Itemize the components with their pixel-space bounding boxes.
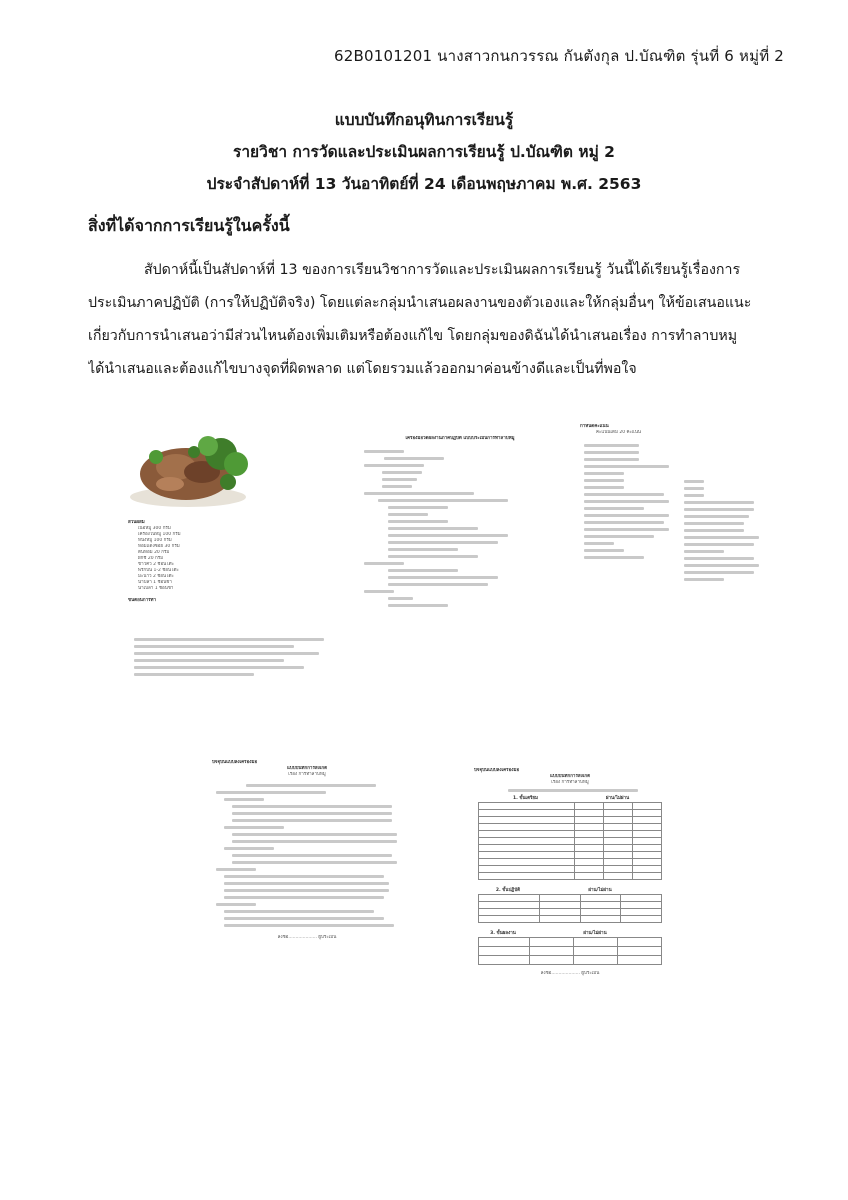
table-heading: 2. ขั้นปฏิบัติ (495, 888, 521, 893)
evaluation-tool-thumbnail (358, 436, 562, 684)
table-heading: ผ่าน/ไม่ผ่าน (583, 931, 607, 936)
table-heading: ผ่าน/ไม่ผ่าน (588, 888, 612, 893)
larb-moo-photo (126, 412, 266, 512)
ingredient-item: หอมแดงซอย 30 กรัม (138, 544, 180, 549)
ingredient-item: น้ำปลา 1 ช้อนชา (138, 580, 172, 585)
ingredients-title: ส่วนผสม (128, 520, 145, 525)
table-heading: 3. ขั้นผลงาน (490, 931, 516, 936)
thumb-title: แบบบันทึกการสังเกต (549, 774, 591, 779)
paragraph-line: ได้นำเสนอและต้องแก้ไขบางจุดที่ผิดพลาด แต่โดยรวมแล้วออกมาค่อนข้างดีและเป็นที่พอใจ (88, 361, 637, 377)
thumb-title: แบบบันทึกการสังเกต (286, 766, 328, 771)
thumb-subtitle: คะแนนเต็ม 20 คะแนน (596, 430, 641, 435)
criteria-placeholder (580, 436, 770, 585)
steps-placeholder (134, 634, 334, 680)
product-table (478, 937, 662, 965)
section-heading: สิ่งที่ได้จากการเรียนรู้ในครั้งนี้ (88, 216, 290, 235)
learning-paragraph (88, 254, 768, 386)
observation-table-thumbnail (474, 768, 666, 1036)
steps-title: ขั้นตอนการทำ (128, 598, 157, 603)
ingredient-item: ต้นหอม 20 กรัม (138, 550, 170, 555)
thumb-title: เครื่องมือวัดผลงานภาคปฏิบัติ แบบประเมินการทำลาบหมู (405, 436, 515, 441)
ingredient-item: ข้าวคั่ว 2 ช้อนโต๊ะ (138, 562, 174, 567)
signature-line: ลงชื่อ.................... ผู้ประเมิน (277, 935, 337, 940)
ingredient-item: เนื้อหมู 300 กรัม (138, 526, 171, 531)
title-line-3: ประจำสัปดาห์ที่ 13 วันอาทิตย์ที่ 24 เดือนพฤษภาคม พ.ศ. 2563 (206, 175, 642, 193)
paragraph-line: สัปดาห์นี้เป็นสัปดาห์ที่ 13 ของการเรียนวิชาการวัดและประเมินผลการเรียนรู้ วันนี้ได้เรียนรู้เรื่องการ (144, 262, 741, 278)
title-line-2: รายวิชา การวัดและประเมินผลการเรียนรู้ ป.บัณฑิต หมู่ 2 (233, 143, 615, 161)
observation-form-thumbnail (212, 760, 402, 1040)
ingredient-item: ผักชี 20 กรัม (138, 556, 164, 561)
table-heading: ผ่าน/ไม่ผ่าน (605, 796, 630, 801)
signature-line: ลงชื่อ.................... ผู้ประเมิน (540, 971, 600, 976)
title-line-1: แบบบันทึกอนุทินการเรียนรู้ (334, 111, 514, 129)
student-info-header: 62B0101201 นางสาวกนกวรรณ กันตังกุล ป.บัณฑิต รุ่นที่ 6 หมู่ที่ 2 (334, 47, 784, 65)
paragraph-line: ประเมินภาคปฏิบัติ (การให้ปฏิบัติจริง) โดยแต่ละกลุ่มนำเสนอผลงานของตัวเองและให้กลุ่มอื่นๆ ให้ข้อเสนอแนะ (88, 295, 752, 311)
thumb-subtitle: เรื่อง การทำลาบหมู (288, 772, 326, 777)
table-heading: 1. ขั้นเตรียม (512, 796, 539, 801)
ingredient-item: เครื่องในหมู 100 กรัม (138, 532, 181, 537)
paragraph-line: เกี่ยวกับการนำเสนอว่ามีส่วนไหนต้องเพิ่มเติมหรือต้องแก้ไข โดยกลุ่มของดิฉันได้นำเสนอเรื่อง การทำลาบหมู (88, 328, 738, 344)
recipe-thumbnail (122, 412, 344, 692)
ingredient-item: พริกป่น 1-2 ช้อนโต๊ะ (138, 568, 179, 573)
thumb-subtitle: เรื่อง การทำลาบหมู (551, 780, 589, 785)
thumb-org: ปัจจุบันแบบลงเครื่องมือ (474, 768, 520, 773)
document-titles (0, 104, 848, 200)
ingredient-item: น้ำเปล่า 1 ช้อนชา (138, 586, 174, 591)
ingredient-item: หนังหมู 100 กรัม (138, 538, 172, 543)
thumb-org: ปัจจุบันแบบลงเครื่องมือ (212, 760, 258, 765)
outline-placeholder (358, 442, 562, 615)
prep-table (478, 802, 662, 880)
practice-table (478, 894, 662, 923)
ingredient-item: มะนาว 2 ช้อนโต๊ะ (138, 574, 174, 579)
form-lines-placeholder (212, 778, 402, 933)
thumb-title: กำหนดคะแนน (580, 424, 609, 429)
scoring-criteria-thumbnail (580, 424, 770, 686)
